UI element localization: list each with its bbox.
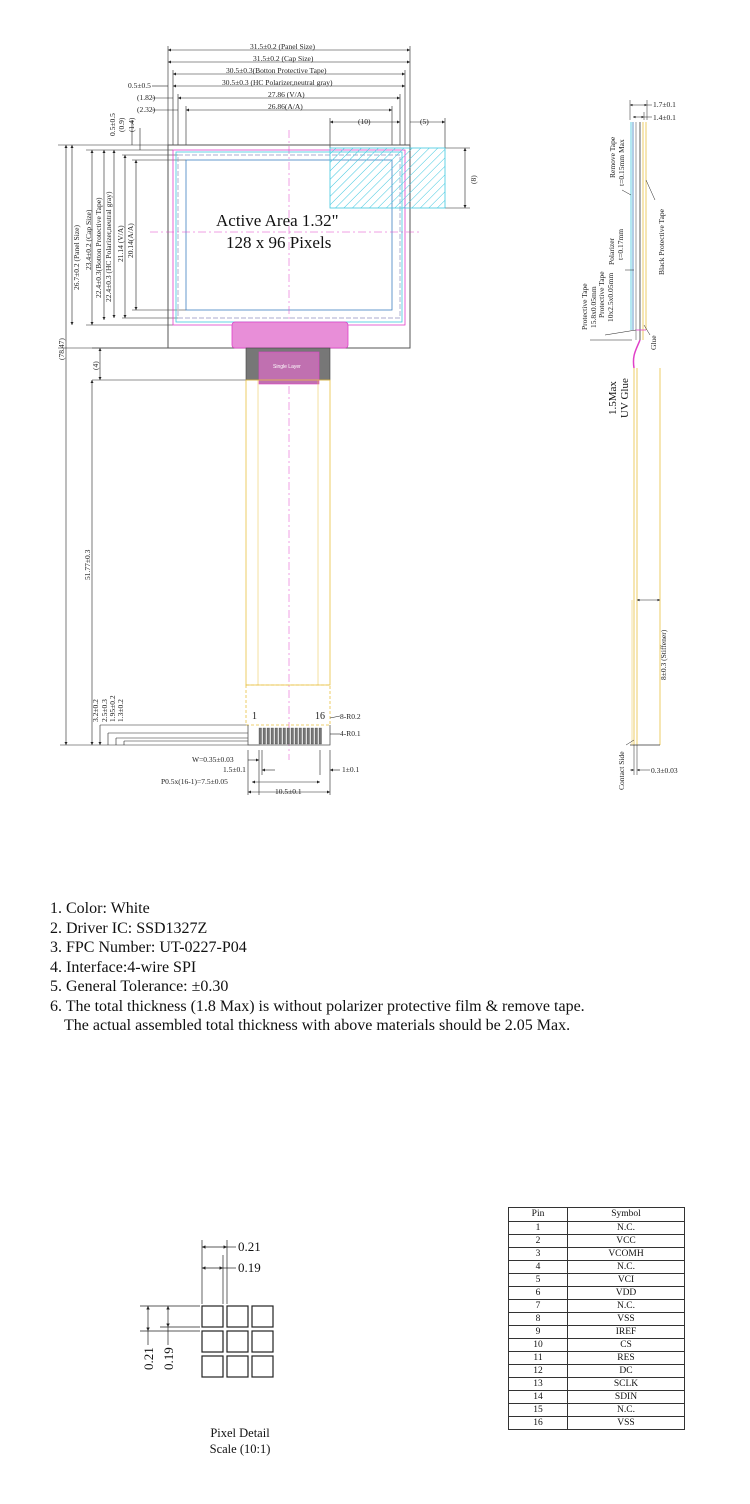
dim-aa-v: 20.14(A/A) [126, 223, 135, 258]
table-row [509, 1391, 685, 1404]
dim-total: (78.47) [57, 338, 66, 360]
pin-number: 10 [509, 1339, 568, 1352]
note-1: 1. Color: White [50, 900, 150, 917]
pin-symbol: CS [568, 1339, 685, 1352]
pin-symbol: VSS [568, 1313, 685, 1326]
pin-number: 2 [509, 1235, 568, 1248]
dim-panel-v: 26.7±0.2 (Panel Size) [72, 225, 81, 290]
table-row [509, 1339, 685, 1352]
table-row [509, 1378, 685, 1391]
dim-195: 1.95±0.2 [108, 695, 117, 722]
side-t14: 1.4±0.1 [653, 113, 676, 122]
pixel-v021: 0.21 [141, 1347, 156, 1370]
side-polarizer-t: t=0.17mm [616, 228, 625, 260]
fpc-pin16: 16 [315, 711, 325, 722]
table-row [509, 1417, 685, 1430]
pin-symbol: SDIN [568, 1391, 685, 1404]
pixel-detail-scale: Scale (10:1) [209, 1442, 271, 1456]
pin-symbol: N.C. [568, 1261, 685, 1274]
side-contact: Contact Side [617, 751, 626, 790]
pin-symbol: RES [568, 1352, 685, 1365]
pin-symbol: VCOMH [568, 1248, 685, 1261]
pixel-h021: 0.21 [238, 1239, 261, 1254]
dim-v09: (0.9) [117, 117, 126, 132]
dim-va-v: 21.14 (V/A) [116, 225, 125, 262]
pin-table [508, 1207, 685, 1430]
side-prot-tape2-d: 10x2.5x0.05mm [606, 272, 615, 322]
side-t03: 0.3±0.03 [651, 766, 678, 775]
pin-header: Pin [509, 1208, 568, 1222]
pin-number: 13 [509, 1378, 568, 1391]
dim-bottom-tape-v: 22.4±0.3(Botton Protective Tape) [94, 197, 103, 298]
pin-number: 11 [509, 1352, 568, 1365]
table-row [509, 1261, 685, 1274]
side-prot-tape1: Protective Tape [580, 283, 589, 330]
fpc-bottom-dimensions [248, 716, 340, 795]
side-uv1: 1.5Max [607, 381, 619, 415]
pin-number: 7 [509, 1300, 568, 1313]
pin-number: 4 [509, 1261, 568, 1274]
dim-aa: 26.86(A/A) [268, 102, 303, 111]
note-6-cont: The actual assembled total thickness with above materials should be 2.05 Max. [64, 1017, 571, 1034]
table-row [509, 1352, 685, 1365]
note-4: 4. Interface:4-wire SPI [50, 958, 197, 976]
dim-w: W=0.35±0.03 [192, 755, 234, 764]
pin-number: 1 [509, 1222, 568, 1235]
dim-cap-v: 23.4±0.2 (Cap Size) [84, 209, 93, 270]
notes-list [50, 899, 740, 1036]
dim-panel-size: 31.5±0.2 (Panel Size) [250, 42, 315, 51]
pin-symbol: DC [568, 1365, 685, 1378]
dim-32: 3.2±0.2 [91, 699, 100, 722]
pin-symbol: VSS [568, 1417, 685, 1430]
pixel-detail-caption: Pixel Detail [210, 1426, 270, 1440]
side-black-tape: Black Protective Tape [657, 209, 666, 275]
dim-25: 2.5±0.3 [100, 699, 109, 722]
pin-number: 6 [509, 1287, 568, 1300]
pin-symbol: N.C. [568, 1404, 685, 1417]
dim-105: 10.5±0.1 [275, 787, 302, 796]
pin-table-header [509, 1208, 685, 1222]
dim-13: 1.3±0.2 [116, 699, 125, 722]
fpc-pin1: 1 [252, 711, 257, 722]
dim-hc-v: 22.4±0.3 (HC Polarizer,neutral gray) [104, 191, 113, 302]
table-row [509, 1274, 685, 1287]
dim-cap-size: 31.5±0.2 (Cap Size) [253, 54, 314, 63]
dim-hc-polarizer: 30.5±0.3 (HC Polarizer,neutral gray) [222, 78, 333, 87]
note-6: 6. The total thickness (1.8 Max) is without polarizer protective film & remove tape. [50, 997, 585, 1015]
pin-number: 3 [509, 1248, 568, 1261]
dim-v14: (1.4) [127, 117, 136, 132]
dim-pitch: P0.5x(16-1)=7.5±0.05 [161, 777, 228, 786]
table-row [509, 1313, 685, 1326]
pin-number: 9 [509, 1326, 568, 1339]
dim-4: (4) [91, 361, 100, 370]
pixel-h019: 0.19 [238, 1260, 261, 1275]
symbol-header: Symbol [568, 1208, 685, 1222]
active-area-line2: 128 x 96 Pixels [226, 233, 332, 252]
pin-number: 8 [509, 1313, 568, 1326]
side-prot-tape1-d: 15.8x0.05mm [589, 286, 598, 328]
pin-number: 14 [509, 1391, 568, 1404]
dim-off3: (2.32) [137, 105, 156, 114]
table-row [509, 1326, 685, 1339]
dim-fpc-length: 51.77±0.3 [83, 549, 92, 580]
table-row [509, 1365, 685, 1378]
dim-r02: 8-R0.2 [340, 712, 361, 721]
table-row [509, 1235, 685, 1248]
dim-va: 27.86 (V/A) [268, 90, 305, 99]
dim-r01: 4-R0.1 [340, 729, 361, 738]
pin-number: 15 [509, 1404, 568, 1417]
table-row [509, 1248, 685, 1261]
side-uv2: UV Glue [619, 378, 631, 418]
pin-symbol: VCI [568, 1274, 685, 1287]
dim-15: 1.5±0.1 [223, 765, 246, 774]
dim-off2: (1.82) [137, 93, 156, 102]
side-polarizer: Polarizer [607, 237, 616, 265]
note-2: 2. Driver IC: SSD1327Z [50, 919, 208, 937]
active-area-line1: Active Area 1.32" [216, 211, 339, 230]
dim-8: (8) [469, 175, 478, 184]
pin-symbol: SCLK [568, 1378, 685, 1391]
pin-symbol: N.C. [568, 1300, 685, 1313]
side-remove-tape: Remove Tape [608, 136, 617, 178]
pin-symbol: VCC [568, 1235, 685, 1248]
note-5: 5. General Tolerance: ±0.30 [50, 978, 229, 995]
pixel-v019: 0.19 [161, 1347, 176, 1370]
side-glue: Glue [649, 335, 658, 350]
dim-10: (10) [358, 117, 371, 126]
fpc-fingers [259, 728, 322, 744]
table-row [509, 1404, 685, 1417]
pin-number: 16 [509, 1417, 568, 1430]
pin-symbol: IREF [568, 1326, 685, 1339]
note-3: 3. FPC Number: UT-0227-P04 [50, 939, 247, 956]
side-remove-t: t=0.15mm Max [617, 139, 626, 186]
pin-symbol: VDD [568, 1287, 685, 1300]
dim-v05: 0.5±0.5 [108, 113, 117, 136]
dim-1: 1±0.1 [342, 765, 360, 774]
side-stiffener: 8±0.3 (Stiffener) [659, 629, 668, 680]
pin-symbol: N.C. [568, 1222, 685, 1235]
side-t17: 1.7±0.1 [653, 100, 676, 109]
chip-label: Single Layer [273, 364, 301, 370]
table-row [509, 1222, 685, 1235]
side-prot-tape2: Protective Tape [597, 271, 606, 318]
side-view-leaders [590, 180, 660, 775]
side-view [630, 100, 660, 745]
pin-number: 5 [509, 1274, 568, 1287]
pin-number: 12 [509, 1365, 568, 1378]
dim-off1: 0.5±0.5 [128, 81, 151, 90]
dim-5: (5) [420, 117, 429, 126]
table-row [509, 1300, 685, 1313]
table-row [509, 1287, 685, 1300]
dim-bottom-tape: 30.5±0.3(Botton Protective Tape) [226, 66, 327, 75]
